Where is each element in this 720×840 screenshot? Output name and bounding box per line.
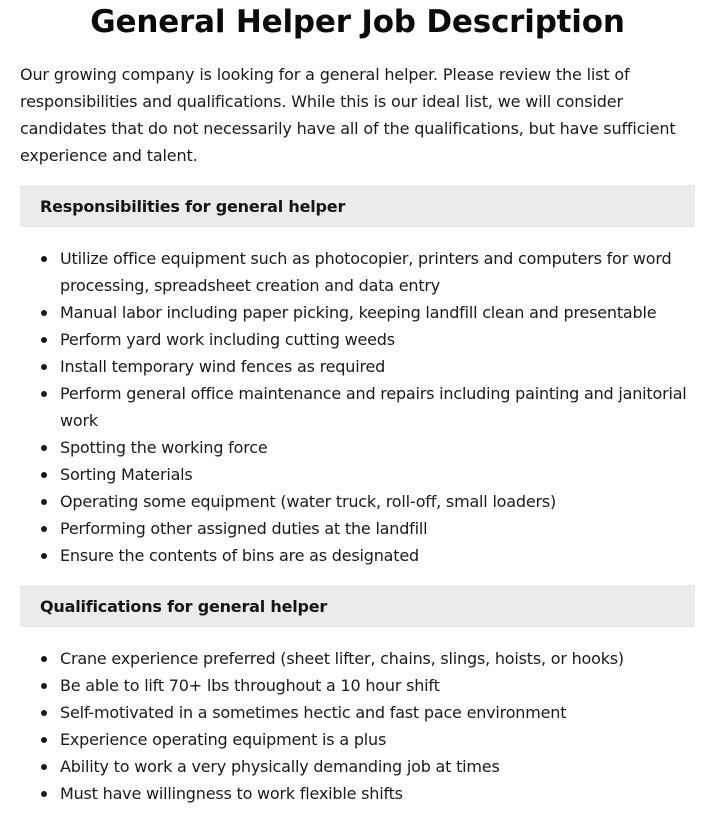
list-item: Utilize office equipment such as photocopier, printers and computers for word processing, spreadsheet creation and data entry <box>60 245 695 299</box>
list-item: Ensure the contents of bins are as designated <box>60 542 695 569</box>
responsibilities-header <box>20 185 695 227</box>
list-item: Install temporary wind fences as required <box>60 353 695 380</box>
bullet-icon <box>41 553 47 559</box>
list-item: Crane experience preferred (sheet lifter, chains, slings, hoists, or hooks) <box>60 645 695 672</box>
list-item: Must have willingness to work flexible shifts <box>60 780 695 807</box>
bullet-icon <box>41 310 47 316</box>
page-title: General Helper Job Description <box>90 4 625 40</box>
qualifications-list <box>20 645 695 807</box>
bullet-icon <box>41 256 47 262</box>
responsibilities-list <box>20 245 695 569</box>
bullet-icon <box>41 445 47 451</box>
bullet-icon <box>41 764 47 770</box>
list-item: Operating some equipment (water truck, roll-off, small loaders) <box>60 488 695 515</box>
bullet-icon <box>41 526 47 532</box>
bullet-icon <box>41 337 47 343</box>
bullet-icon <box>41 737 47 743</box>
list-item: Performing other assigned duties at the landfill <box>60 515 695 542</box>
bullet-icon <box>41 683 47 689</box>
list-item: Manual labor including paper picking, keeping landfill clean and presentable <box>60 299 695 326</box>
responsibilities-heading: Responsibilities for general helper <box>40 196 346 216</box>
qualifications-heading: Qualifications for general helper <box>40 596 328 616</box>
bullet-icon <box>41 391 47 397</box>
list-item: Spotting the working force <box>60 434 695 461</box>
bullet-icon <box>41 710 47 716</box>
bullet-icon <box>41 499 47 505</box>
list-item: Be able to lift 70+ lbs throughout a 10 hour shift <box>60 672 695 699</box>
bullet-icon <box>41 791 47 797</box>
bullet-icon <box>41 656 47 662</box>
intro-paragraph: Our growing company is looking for a general helper. Please review the list of responsibilities and qualifications. While this is our ideal list, we will consider candidates that do not necessarily have all of the qualifications, but have sufficient experience and talent. <box>20 65 676 165</box>
list-item: Ability to work a very physically demanding job at times <box>60 753 695 780</box>
list-item: Perform yard work including cutting weeds <box>60 326 695 353</box>
list-item: Perform general office maintenance and repairs including painting and janitorial work <box>60 380 695 434</box>
bullet-icon <box>41 472 47 478</box>
qualifications-header <box>20 585 695 627</box>
list-item: Sorting Materials <box>60 461 695 488</box>
list-item: Self-motivated in a sometimes hectic and fast pace environment <box>60 699 695 726</box>
bullet-icon <box>41 364 47 370</box>
list-item: Experience operating equipment is a plus <box>60 726 695 753</box>
